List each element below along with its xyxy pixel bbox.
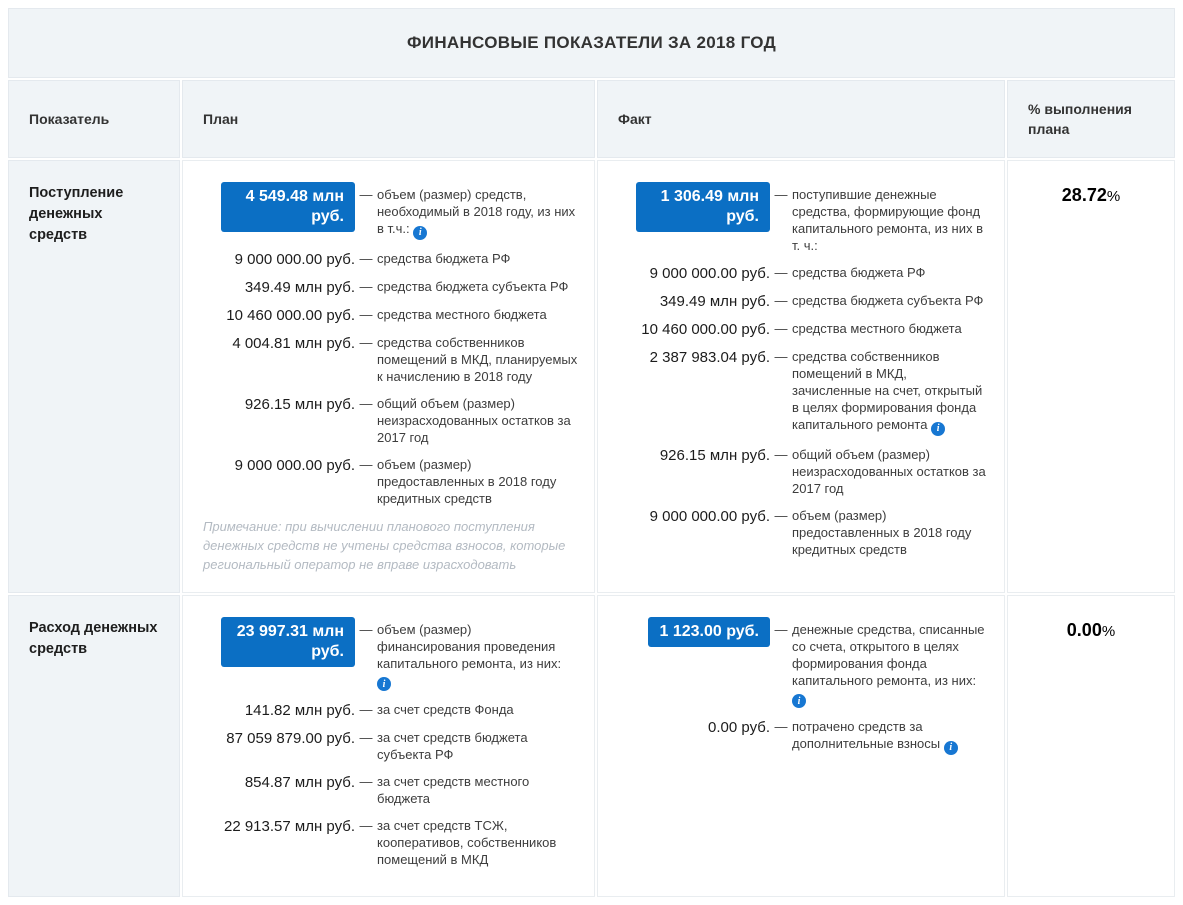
percent-sign: % [1106,188,1121,205]
amount [618,181,770,232]
amount: 926.15 млн руб. [659,446,770,464]
page-title: ФИНАНСОВЫЕ ПОКАЗАТЕЛИ ЗА 2018 ГОД [407,33,776,52]
amount-description: общий объем (размер) неизрасходованных остатков за 2017 год [792,446,986,496]
amount-badge: 1 123.00 руб. [648,617,770,647]
info-icon[interactable]: i [377,677,391,691]
amount-description: средства местного бюджета [792,321,962,336]
finance-line [618,292,988,310]
amount-description: общий объем (размер) неизрасходованных остатков за 2017 год [377,395,571,445]
amount: 9 000 000.00 руб. [649,507,770,525]
finance-line-main [203,181,578,240]
finance-line [203,817,578,868]
amount: 926.15 млн руб. [244,395,355,413]
amount: 4 004.81 млн руб. [232,334,355,352]
percent-cell-expense [1007,595,1175,898]
column-header-indicator: Показатель [8,80,180,158]
amount: 9 000 000.00 руб. [649,265,770,282]
dash: — [359,187,373,202]
amount [203,181,355,232]
finance-line [203,395,578,446]
row-indicator-expense: Расход денежных средств [8,595,180,898]
amount-description: за счет средств ТСЖ, кооперативов, собственников помещений в МКД [377,818,557,867]
financial-indicators-panel [8,8,1175,897]
dash: — [359,730,373,745]
amount: 0.00 руб. [708,719,770,736]
dash: — [359,395,373,411]
amount-description: средства собственников помещений в МКД, зачисленные на счет, открытый в целях формирования фонда капитального ремонта i [792,349,983,434]
finance-line [618,320,988,338]
dash: — [774,187,788,202]
finance-line-main [618,616,988,709]
finance-line [203,773,578,807]
amount-description: объем (размер) предоставленных в 2018 году кредитных средств [792,507,972,557]
amount-description: поступившие денежные средства, формирующие фонд капитального ремонта, из них в т. ч.: [792,187,983,253]
amount-description: средства бюджета РФ [792,265,926,280]
amount-description: за счет средств бюджета субъекта РФ [377,730,528,762]
dash: — [359,456,373,472]
amount: 349.49 млн руб. [244,278,355,296]
finance-line [203,701,578,719]
amount: 10 460 000.00 руб. [641,321,770,338]
finance-line [203,250,578,268]
amount: 10 460 000.00 руб. [226,306,355,324]
amount: 87 059 879.00 руб. [226,730,355,747]
finance-line [203,334,578,385]
column-header-plan: План [182,80,595,158]
dash: — [774,446,788,462]
finance-line [618,264,988,282]
percent-value: 28.72 [1061,185,1107,205]
dash: — [774,719,788,734]
finance-line [203,456,578,507]
dash: — [774,321,788,336]
amount: 349.49 млн руб. [659,293,770,310]
percent-cell-income [1007,160,1175,593]
finance-line-main [618,181,988,254]
indicators-table [8,80,1175,897]
amount-description: объем (размер) предоставленных в 2018 году кредитных средств [377,456,557,506]
dash: — [774,265,788,280]
amount [203,616,355,667]
dash: — [359,774,373,789]
dash: — [359,278,373,294]
amount-badge: 1 306.49 млн руб. [636,182,770,232]
column-header-fact: Факт [597,80,1005,158]
amount-description: средства бюджета субъекта РФ [377,278,569,294]
amount-description: средства местного бюджета [377,306,547,322]
amount: 9 000 000.00 руб. [234,456,355,474]
dash: — [774,349,788,364]
fact-cell-income [597,160,1005,593]
finance-line-main [203,616,578,692]
amount-description: за счет средств местного бюджета [377,774,530,806]
amount-description: денежные средства, списанные со счета, открытого в целях формирования фонда капитального ремонта, из них: i [792,621,985,707]
amount-description: средства бюджета РФ [377,250,511,266]
title-bar [8,8,1175,78]
finance-line [203,306,578,324]
dash: — [359,306,373,322]
row-indicator-income: Поступление денежных средств [8,160,180,593]
amount-description: объем (размер) средств, необходимый в 2018 году, из них в т.ч.: i [377,187,576,238]
amount: 854.87 млн руб. [244,774,355,791]
column-header-percent: % выполнения плана [1007,80,1175,158]
amount-description: потрачено средств за дополнительные взносы i [792,718,988,755]
amount: 9 000 000.00 руб. [234,250,355,268]
percent-sign: % [1101,622,1116,640]
finance-line [618,446,988,497]
amount-badge: 23 997.31 млн руб. [221,617,355,667]
finance-line [618,507,988,558]
info-icon[interactable]: i [944,741,958,755]
dash: — [359,250,373,266]
plan-note: Примечание: при вычислении планового поступления денежных средств не учтены средства взносов, которые региональный оператор не вправе израсходовать [203,518,566,572]
plan-cell-income [182,160,595,593]
amount: 141.82 млн руб. [244,702,355,719]
percent-value: 0.00 [1066,619,1102,640]
finance-line [203,729,578,763]
amount-badge: 4 549.48 млн руб. [221,182,355,232]
finance-line [618,718,988,755]
info-icon[interactable]: i [931,422,945,436]
plan-cell-expense [182,595,595,898]
amount: 22 913.57 млн руб. [223,818,355,835]
amount: 2 387 983.04 руб. [649,349,770,366]
fact-cell-expense [597,595,1005,898]
dash: — [774,621,788,637]
dash: — [359,702,373,717]
info-icon[interactable]: i [413,226,427,240]
dash: — [774,507,788,523]
dash: — [359,818,373,833]
dash: — [774,293,788,308]
finance-line [618,348,988,436]
amount-description: средства бюджета субъекта РФ [792,293,984,308]
info-icon[interactable]: i [792,694,806,708]
dash: — [359,334,373,350]
amount-description: объем (размер) финансирования проведения капитального ремонта, из них: i [377,621,562,690]
amount-description: за счет средств Фонда [377,702,514,717]
dash: — [359,621,373,637]
finance-line [203,278,578,296]
amount [618,616,770,647]
amount-description: средства собственников помещений в МКД, планируемых к начислению в 2018 году [377,334,578,384]
